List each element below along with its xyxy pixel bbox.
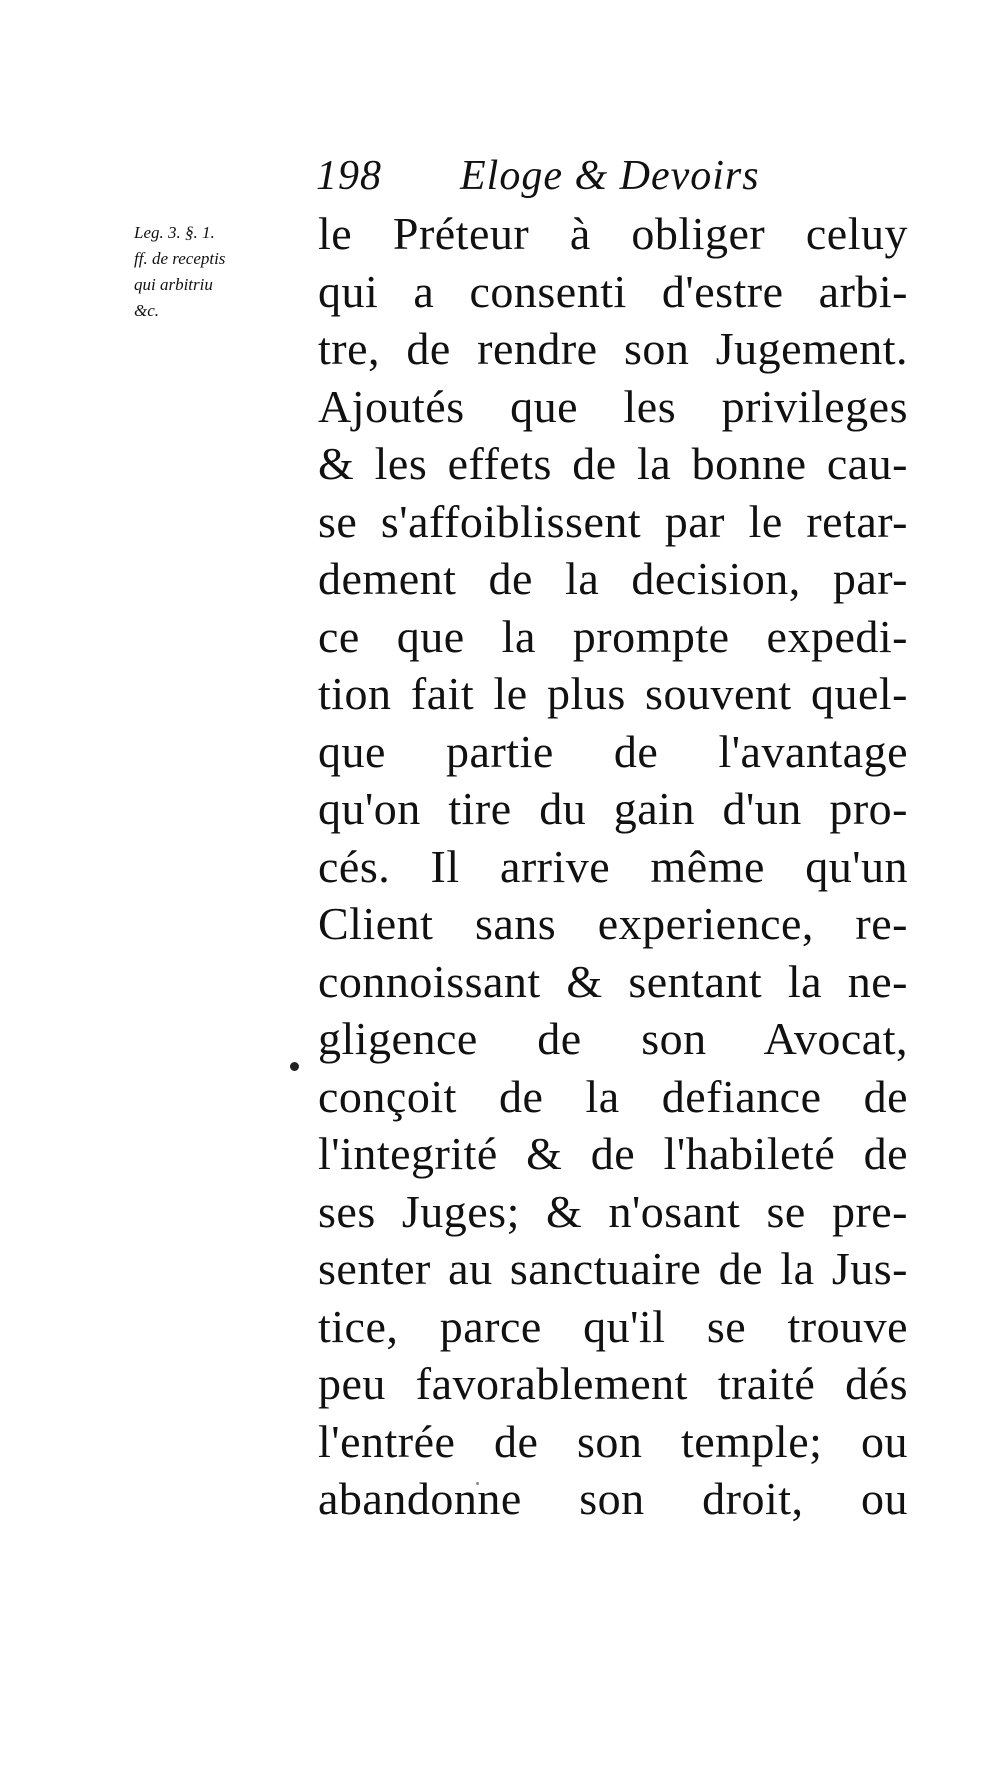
running-head bbox=[316, 152, 776, 206]
printer-mark bbox=[290, 1062, 299, 1071]
marginal-citation bbox=[134, 220, 304, 324]
text-line: conçoit de la defiance de bbox=[318, 1070, 908, 1122]
text-line: tice, parce qu'il se trouve bbox=[318, 1300, 908, 1352]
text-line: qu'on tire du gain d'un pro- bbox=[318, 783, 908, 834]
text-line: connoissant & sentant la ne- bbox=[318, 955, 908, 1007]
text-line: abandonne son droit, ou bbox=[318, 1473, 908, 1524]
text-line: l'entrée de son temple; ou bbox=[318, 1415, 908, 1467]
text-line: gligence de son Avocat, bbox=[318, 1013, 908, 1064]
marginal-citation-line: Leg. 3. §. 1. bbox=[134, 223, 215, 242]
text-line: l'integrité & de l'habileté de bbox=[318, 1128, 908, 1179]
marginal-citation-line: &c. bbox=[134, 301, 160, 320]
marginal-citation-line: ff. de receptis bbox=[134, 249, 226, 268]
text-line: tion fait le plus souvent quel- bbox=[318, 668, 908, 719]
text-line: le Préteur à obliger celuy bbox=[318, 208, 908, 259]
text-line: ce que la prompte expedi- bbox=[318, 610, 908, 662]
text-line: & les effets de la bonne cau- bbox=[318, 438, 908, 489]
text-line: tre, de rendre son Jugement. bbox=[318, 323, 908, 374]
text-line: senter au sanctuaire de la Jus- bbox=[318, 1243, 908, 1294]
text-line: que partie de l'avantage bbox=[318, 725, 908, 777]
page-number: 198 bbox=[316, 153, 382, 199]
body-text bbox=[318, 205, 908, 1528]
running-title: Eloge & Devoirs bbox=[460, 153, 760, 199]
text-line: Client sans experience, re- bbox=[318, 898, 908, 949]
text-line: peu favorablement traité dés bbox=[318, 1358, 908, 1409]
text-line: ses Juges; & n'osant se pre- bbox=[318, 1185, 908, 1237]
marginal-citation-line: qui arbitriu bbox=[134, 275, 213, 294]
text-line: dement de la decision, par- bbox=[318, 553, 908, 604]
text-line: Ajoutés que les privileges bbox=[318, 380, 908, 432]
text-line: cés. Il arrive même qu'un bbox=[318, 840, 908, 892]
text-line: qui a consenti d'estre arbi- bbox=[318, 265, 908, 317]
text-line: se s'affoiblissent par le retar- bbox=[318, 495, 908, 547]
